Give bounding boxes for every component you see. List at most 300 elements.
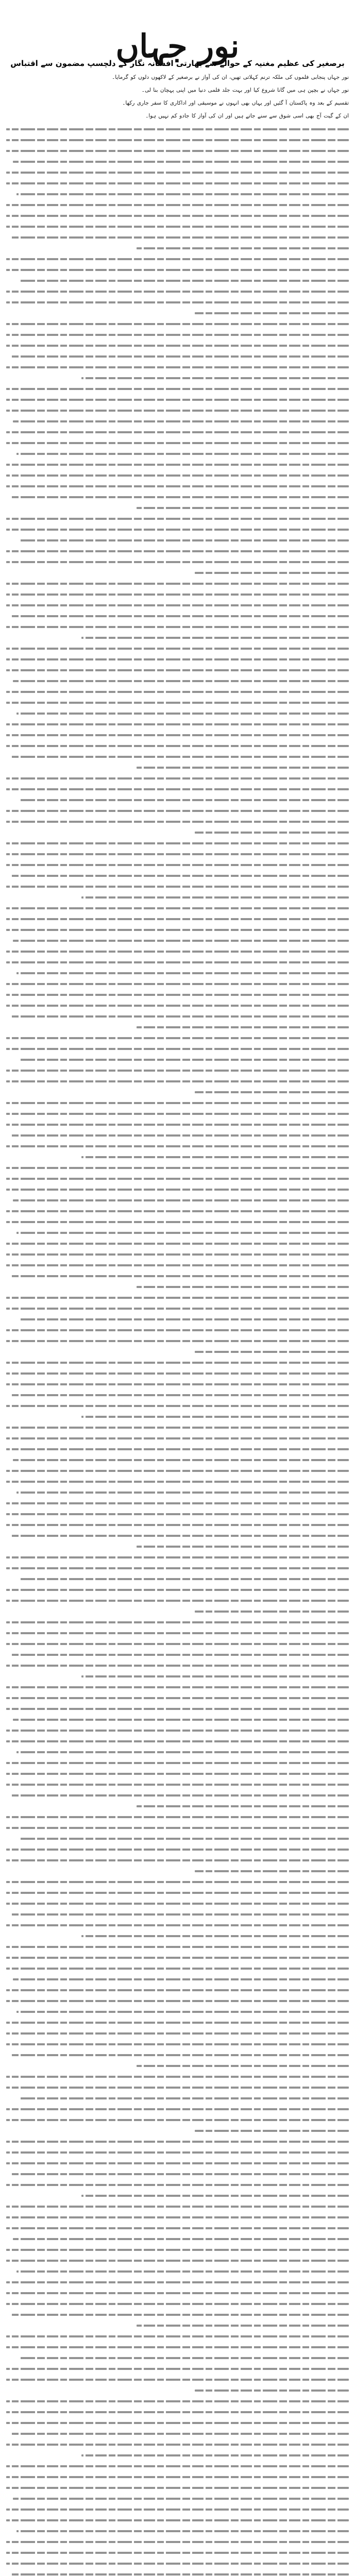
text-line <box>6 297 349 308</box>
text-line-ink <box>6 2227 349 2229</box>
text-line-ink <box>6 1600 349 1602</box>
text-line-ink <box>6 1989 349 1991</box>
text-line <box>6 2071 349 2082</box>
text-line <box>6 2493 349 2504</box>
text-line-ink <box>6 1264 349 1266</box>
text-line <box>6 1941 349 1952</box>
text-line <box>6 1260 349 1270</box>
text-line <box>6 1389 349 1400</box>
text-line-ink <box>13 1978 349 1980</box>
text-line-ink <box>6 821 349 823</box>
text-line-ink <box>6 2476 349 2478</box>
text-line <box>6 1822 349 1833</box>
text-line <box>6 1963 349 1974</box>
text-line-ink <box>6 604 349 606</box>
text-line-ink <box>6 951 349 953</box>
text-line <box>6 913 349 924</box>
text-line-ink <box>6 442 349 444</box>
text-line <box>6 2136 349 2147</box>
text-line-ink <box>6 1665 349 1667</box>
text-line <box>6 2547 349 2558</box>
article-paragraph: ان کے گیت آج بھی اسی شوق سے سنے جاتے ہیں اور ان کی آواز کا جادو کم نہیں ہوا۔ <box>145 113 349 119</box>
text-line-ink <box>6 1957 349 1959</box>
text-line <box>6 849 349 859</box>
text-line <box>6 2277 349 2287</box>
text-line-ink <box>6 2563 349 2565</box>
text-line-ink <box>6 1037 349 1039</box>
text-line-ink <box>6 1383 349 1385</box>
text-line <box>6 838 349 849</box>
text-line <box>6 1227 349 1238</box>
text-line-ink <box>6 172 349 174</box>
text-line-ink <box>6 2087 349 2089</box>
text-line-ink <box>81 1935 349 1937</box>
text-line <box>6 1022 349 1032</box>
text-line-ink <box>6 983 349 985</box>
text-line <box>6 1151 349 1162</box>
text-line <box>6 2461 349 2471</box>
text-line-ink <box>6 723 349 725</box>
text-line <box>6 1433 349 1444</box>
text-line <box>6 2147 349 2158</box>
text-line <box>6 2515 349 2526</box>
text-line-ink <box>6 1567 349 1569</box>
text-line-ink <box>6 583 349 585</box>
text-line-ink <box>6 1221 349 1223</box>
text-line-ink <box>6 431 349 433</box>
text-line-ink <box>6 1308 349 1310</box>
text-line <box>6 405 349 416</box>
text-line-ink <box>20 1059 349 1061</box>
text-line <box>6 1509 349 1519</box>
text-line <box>6 329 349 340</box>
text-line-ink <box>195 1870 349 1872</box>
text-line-ink <box>6 1145 349 1147</box>
text-line-ink <box>81 1156 349 1158</box>
text-line-ink <box>195 1091 349 1093</box>
text-line <box>6 156 349 167</box>
text-line-ink <box>6 226 349 228</box>
text-line-ink <box>6 323 349 325</box>
paragraph-list <box>6 72 349 2576</box>
text-line <box>6 589 349 600</box>
text-line-ink <box>6 2368 349 2370</box>
text-line <box>6 611 349 621</box>
text-line-ink <box>6 594 349 596</box>
text-line-ink <box>6 2422 349 2424</box>
text-line <box>6 1703 349 1714</box>
text-line-ink <box>6 1362 349 1364</box>
text-line <box>6 243 349 253</box>
text-line-ink <box>6 334 349 336</box>
text-line-ink <box>6 2151 349 2154</box>
text-line-ink <box>6 1340 349 1342</box>
text-line-ink <box>6 2281 349 2283</box>
text-line <box>6 1097 349 1108</box>
text-line <box>6 437 349 448</box>
text-line-ink <box>13 420 349 422</box>
text-line <box>6 665 349 675</box>
text-line-ink <box>6 1632 349 1634</box>
text-line <box>6 1573 349 1584</box>
text-line <box>6 892 349 903</box>
text-line-ink <box>6 1297 349 1299</box>
text-line <box>6 362 349 372</box>
text-line <box>6 1584 349 1595</box>
text-line-ink <box>6 1405 349 1407</box>
text-line-ink <box>6 1773 349 1775</box>
text-line-ink <box>6 399 349 401</box>
text-line <box>6 513 349 524</box>
text-line <box>6 318 349 329</box>
text-line <box>6 1541 349 1552</box>
text-line-ink <box>137 1546 349 1548</box>
text-line <box>6 1628 349 1638</box>
text-line <box>6 1314 349 1325</box>
text-line <box>6 794 349 805</box>
text-line-ink <box>10 236 349 239</box>
text-line-ink <box>81 2195 349 2197</box>
text-line <box>6 2201 349 2212</box>
text-line-ink <box>6 1102 349 1104</box>
text-line-ink <box>6 1113 349 1115</box>
text-line-ink <box>6 1470 349 1472</box>
text-line-ink <box>20 1578 349 1580</box>
text-line-ink <box>6 2335 349 2337</box>
text-line <box>6 448 349 459</box>
text-line <box>6 1281 349 1292</box>
text-line-ink <box>6 1448 349 1450</box>
text-line-ink <box>16 972 349 974</box>
text-line <box>6 881 349 892</box>
text-line-ink <box>137 1805 349 1807</box>
text-line <box>6 1866 349 1876</box>
text-line <box>6 2450 349 2461</box>
text-line-ink <box>81 1416 349 1418</box>
text-line <box>6 1563 349 1573</box>
text-line <box>6 275 349 286</box>
text-line <box>6 578 349 589</box>
text-line-ink <box>10 1015 349 1018</box>
text-line-ink <box>6 1243 349 1245</box>
text-line <box>6 1141 349 1151</box>
text-line-ink <box>6 128 349 130</box>
text-line <box>6 1162 349 1173</box>
text-line <box>6 2028 349 2039</box>
text-line-ink <box>20 280 349 282</box>
text-line-ink <box>6 658 349 660</box>
text-line <box>6 1898 349 1909</box>
text-line <box>6 1617 349 1628</box>
text-line-ink <box>6 1762 349 1764</box>
text-line <box>6 2471 349 2482</box>
text-line-ink <box>6 2000 349 2002</box>
text-line-ink <box>6 1502 349 1504</box>
text-line-ink <box>6 2303 349 2305</box>
text-line <box>6 1649 349 1660</box>
text-line-ink <box>81 1675 349 1677</box>
text-line <box>6 2223 349 2233</box>
text-line <box>6 1671 349 1682</box>
text-line-ink <box>6 2076 349 2078</box>
text-line-ink <box>6 215 349 217</box>
text-line-ink <box>195 2389 349 2392</box>
text-line-ink <box>6 1437 349 1439</box>
text-line <box>6 675 349 686</box>
text-line-ink <box>16 453 349 455</box>
text-line-ink <box>6 669 349 671</box>
text-line-ink <box>6 2519 349 2521</box>
text-line-ink <box>6 1372 349 1375</box>
text-line-ink <box>6 2184 349 2186</box>
text-line-ink <box>6 842 349 844</box>
text-line-ink <box>137 1026 349 1028</box>
text-line <box>6 1985 349 1995</box>
text-line-ink <box>6 291 349 293</box>
article-text-block <box>6 124 349 2576</box>
text-line <box>6 535 349 546</box>
text-line-ink <box>10 1794 349 1797</box>
text-line-ink <box>6 1167 349 1169</box>
text-line <box>6 1400 349 1411</box>
text-line-ink <box>6 518 349 520</box>
text-line <box>6 2114 349 2125</box>
text-line-ink <box>137 247 349 249</box>
text-line-ink <box>6 1556 349 1558</box>
text-line-ink <box>6 2108 349 2110</box>
text-line <box>6 383 349 394</box>
text-line <box>6 1606 349 1617</box>
text-line <box>6 2006 349 2017</box>
text-line-ink <box>6 1708 349 1710</box>
text-line-ink <box>6 1859 349 1861</box>
text-line-ink <box>6 301 349 303</box>
article-body <box>6 58 349 2576</box>
text-line <box>6 643 349 654</box>
text-line-ink <box>6 204 349 206</box>
text-line-ink <box>6 1643 349 1645</box>
text-line-ink <box>6 810 349 812</box>
text-line-ink <box>20 2097 349 2099</box>
text-line-ink <box>6 853 349 855</box>
text-line-ink <box>16 2530 349 2532</box>
text-line <box>6 2168 349 2179</box>
text-line-ink <box>195 832 349 834</box>
text-line-ink <box>81 2454 349 2456</box>
text-line-ink <box>6 1524 349 1526</box>
text-line <box>6 805 349 816</box>
text-line <box>6 1184 349 1195</box>
text-line-ink <box>6 1513 349 1515</box>
text-line-ink <box>6 1589 349 1591</box>
text-line-ink <box>6 561 349 563</box>
text-line <box>6 1216 349 1227</box>
text-line-ink <box>81 377 349 379</box>
text-line <box>6 1714 349 1725</box>
article-paragraph: تقسیم کے بعد وہ پاکستان آ گئیں اور یہاں بھی انہوں نے موسیقی اور اداکاری کا سفر جاری رکھا۔ <box>122 100 349 106</box>
text-line <box>6 903 349 913</box>
text-line <box>6 1411 349 1422</box>
text-line-ink <box>16 1232 349 1234</box>
text-line-ink <box>10 1134 349 1137</box>
text-line-ink <box>6 691 349 693</box>
text-line <box>6 221 349 232</box>
text-line <box>6 1054 349 1065</box>
text-line-ink <box>10 1394 349 1396</box>
text-line <box>6 1357 349 1368</box>
text-line <box>6 2212 349 2223</box>
text-line <box>6 416 349 427</box>
text-line <box>6 459 349 470</box>
text-line-ink <box>13 1199 349 1201</box>
text-line <box>6 2039 349 2049</box>
text-line-ink <box>10 2314 349 2316</box>
text-line <box>6 1195 349 1206</box>
text-line-ink <box>6 994 349 996</box>
text-line <box>6 946 349 957</box>
text-line-ink <box>6 2022 349 2024</box>
text-line-ink <box>6 269 349 271</box>
text-line <box>6 1032 349 1043</box>
text-line <box>6 394 349 405</box>
text-line-ink <box>137 2065 349 2067</box>
text-line <box>6 2526 349 2536</box>
text-line <box>6 351 349 362</box>
text-line <box>6 2104 349 2114</box>
text-line <box>6 870 349 881</box>
text-line <box>6 1530 349 1541</box>
text-line-ink <box>6 485 349 487</box>
text-line <box>6 827 349 838</box>
text-line <box>6 816 349 827</box>
text-line-ink <box>137 767 349 769</box>
text-line <box>6 859 349 870</box>
text-line-ink <box>195 2130 349 2132</box>
text-line-ink <box>20 1318 349 1320</box>
text-line-ink <box>6 1048 349 1050</box>
text-line-ink <box>6 2465 349 2467</box>
text-line-ink <box>16 713 349 715</box>
text-line <box>6 134 349 145</box>
text-line-ink <box>195 572 349 574</box>
text-line <box>6 708 349 719</box>
text-line-ink <box>6 139 349 141</box>
text-line <box>6 1519 349 1530</box>
text-line <box>6 1292 349 1303</box>
text-line-ink <box>6 1892 349 1894</box>
text-line-ink <box>6 1210 349 1212</box>
text-line <box>6 2266 349 2277</box>
text-line <box>6 1206 349 1216</box>
text-line-ink <box>6 2509 349 2511</box>
text-line <box>6 686 349 697</box>
text-line <box>6 632 349 643</box>
text-line <box>6 2385 349 2396</box>
text-line <box>6 1076 349 1087</box>
text-line-ink <box>6 1697 349 1699</box>
text-line <box>6 2320 349 2331</box>
text-line <box>6 1638 349 1649</box>
text-line <box>6 481 349 492</box>
text-line <box>6 773 349 784</box>
text-line-ink <box>6 1124 349 1126</box>
text-line <box>6 1887 349 1898</box>
text-line <box>6 178 349 189</box>
text-line <box>6 2093 349 2104</box>
text-line <box>6 1043 349 1054</box>
text-line-ink <box>13 1719 349 1721</box>
text-line-ink <box>6 929 349 931</box>
text-line <box>6 2504 349 2515</box>
text-line <box>6 1173 349 1184</box>
text-line-ink <box>6 1903 349 1905</box>
text-line-ink <box>6 702 349 704</box>
text-line <box>6 784 349 794</box>
text-line-ink <box>6 961 349 963</box>
text-line-ink <box>10 1275 349 1277</box>
text-line <box>6 2569 349 2576</box>
text-line <box>6 730 349 740</box>
text-line <box>6 1757 349 1768</box>
text-line <box>6 957 349 968</box>
text-line-ink <box>6 1686 349 1688</box>
text-line <box>6 1498 349 1509</box>
text-line <box>6 264 349 275</box>
text-line-ink <box>6 2487 349 2489</box>
text-line-ink <box>10 1654 349 1656</box>
text-line-ink <box>10 2573 349 2575</box>
text-line <box>6 1303 349 1314</box>
text-line-ink <box>10 875 349 877</box>
text-line <box>6 1087 349 1097</box>
text-line <box>6 1346 349 1357</box>
text-line <box>6 1595 349 1606</box>
text-line <box>6 2179 349 2190</box>
text-line <box>6 502 349 513</box>
text-line <box>6 1725 349 1736</box>
text-line <box>6 2363 349 2374</box>
text-line-ink <box>6 1621 349 1623</box>
text-line-ink <box>6 1968 349 1970</box>
text-line <box>6 1270 349 1281</box>
text-line-ink <box>81 637 349 639</box>
text-line <box>6 1974 349 1985</box>
text-line <box>6 978 349 989</box>
text-line <box>6 1692 349 1703</box>
text-line <box>6 1779 349 1790</box>
text-line-ink <box>6 1189 349 1191</box>
text-line <box>6 2342 349 2352</box>
text-line-ink <box>6 529 349 531</box>
text-line-ink <box>20 1838 349 1840</box>
text-line <box>6 167 349 178</box>
text-line-ink <box>6 2043 349 2045</box>
text-line <box>6 1487 349 1498</box>
text-line-ink <box>6 345 349 347</box>
text-line <box>6 1065 349 1076</box>
text-line <box>6 621 349 632</box>
text-line <box>6 340 349 351</box>
text-line-ink <box>6 1740 349 1742</box>
text-line <box>6 1476 349 1487</box>
article-paragraph: نور جہاں نے بچپن ہی میں گانا شروع کیا اور بہت جلد فلمی دنیا میں اپنی پہچان بنا لی۔ <box>141 87 349 93</box>
text-line-ink <box>10 496 349 498</box>
text-line <box>6 2396 349 2406</box>
text-line <box>6 2417 349 2428</box>
text-line-ink <box>137 507 349 509</box>
text-line-ink <box>6 150 349 152</box>
text-line-ink <box>6 626 349 628</box>
